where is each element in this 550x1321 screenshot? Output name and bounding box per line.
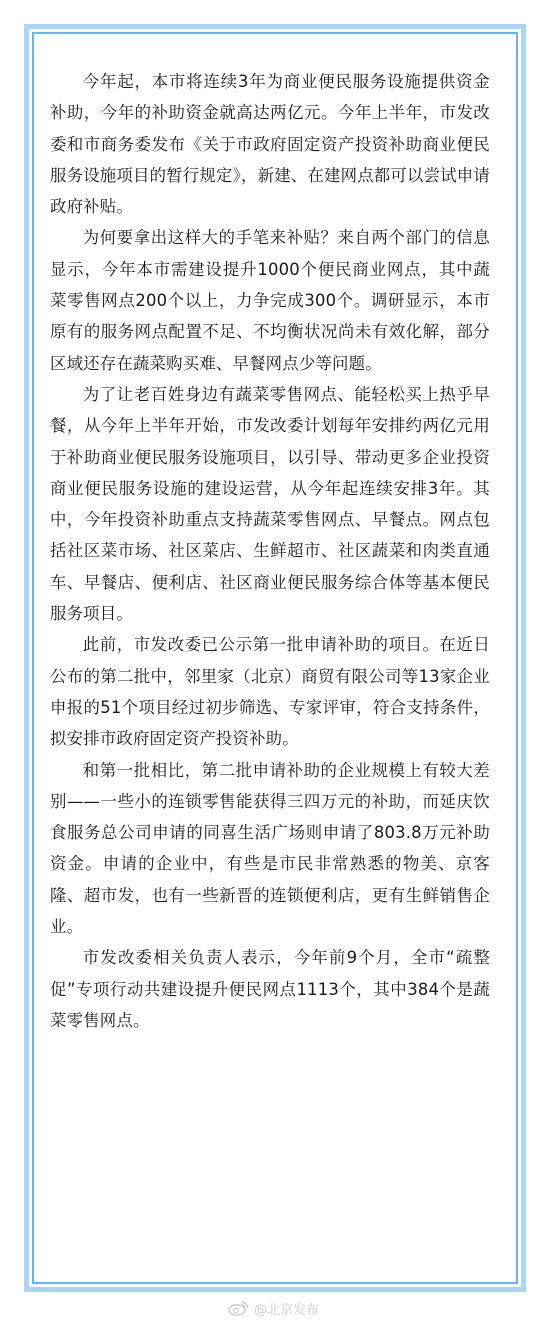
decorative-frame-outer bbox=[24, 24, 526, 1292]
weibo-icon bbox=[228, 1300, 250, 1316]
watermark-text: @北京发布 bbox=[254, 1302, 320, 1318]
decorative-frame-inner bbox=[32, 32, 518, 1284]
paragraph-5: 和第一批相比，第二批申请补助的企业规模上有较大差别——一些小的连锁零售能获得三四万元的补助，而延庆饮食服务总公司申请的同喜生活广场则申请了803.8万元补助资金。申请的企业中，有些是市民非常熟悉的物美、京客隆、超市发，也有一些新晋的连锁便利店，更有生鲜销售企业。 bbox=[50, 760, 490, 937]
decorative-frame-gap bbox=[29, 29, 521, 1287]
paragraph-2: 为何要拿出这样大的手笔来补贴？来自两个部门的信息显示，今年本市需建设提升1000个便民商业网点，其中蔬菜零售网点200个以上，力争完成300个。调研显示，本市原有的服务网点配置不足、不均衡状况尚未有效化解，部分区域还存在蔬菜购买难、早餐网点少等问题。 bbox=[50, 228, 490, 373]
paragraph-3: 为了让老百姓身边有蔬菜零售网点、能轻松买上热乎早餐，从今年上半年开始，市发改委计划每年安排约两亿元用于补助商业便民服务设施项目，以引导、带动更多企业投资商业便民服务设施的建设运营，从今年起连续安排3年。其中，今年投资补助重点支持蔬菜零售网点、早餐点。网点包括社区菜市场、社区菜店、生鲜超市、社区蔬菜和肉类直通车、早餐店、便利店、社区商业便民服务综合体等基本便民服务项目。 bbox=[50, 384, 490, 624]
paragraph-4: 此前，市发改委已公示第一批申请补助的项目。在近日公布的第二批中，邻里家（北京）商贸有限公司等13家企业申报的51个项目经过初步筛选、专家评审，符合支持条件，拟安排市政府固定资产投资补助。 bbox=[50, 635, 490, 749]
paragraph-6: 市发改委相关负责人表示，今年前9个月，全市“疏整促”专项行动共建设提升便民网点1113个，其中384个是蔬菜零售网点。 bbox=[50, 948, 490, 1030]
paragraph-1: 今年起，本市将连续3年为商业便民服务设施提供资金补助，今年的补助资金就高达两亿元。今年上半年，市发改委和市商务委发布《关于市政府固定资产投资补助商业便民服务设施项目的暂行规定》，新建、在建网点都可以尝试申请政府补贴。 bbox=[50, 72, 490, 217]
article-body bbox=[50, 66, 490, 1036]
weibo-watermark bbox=[228, 1298, 319, 1318]
